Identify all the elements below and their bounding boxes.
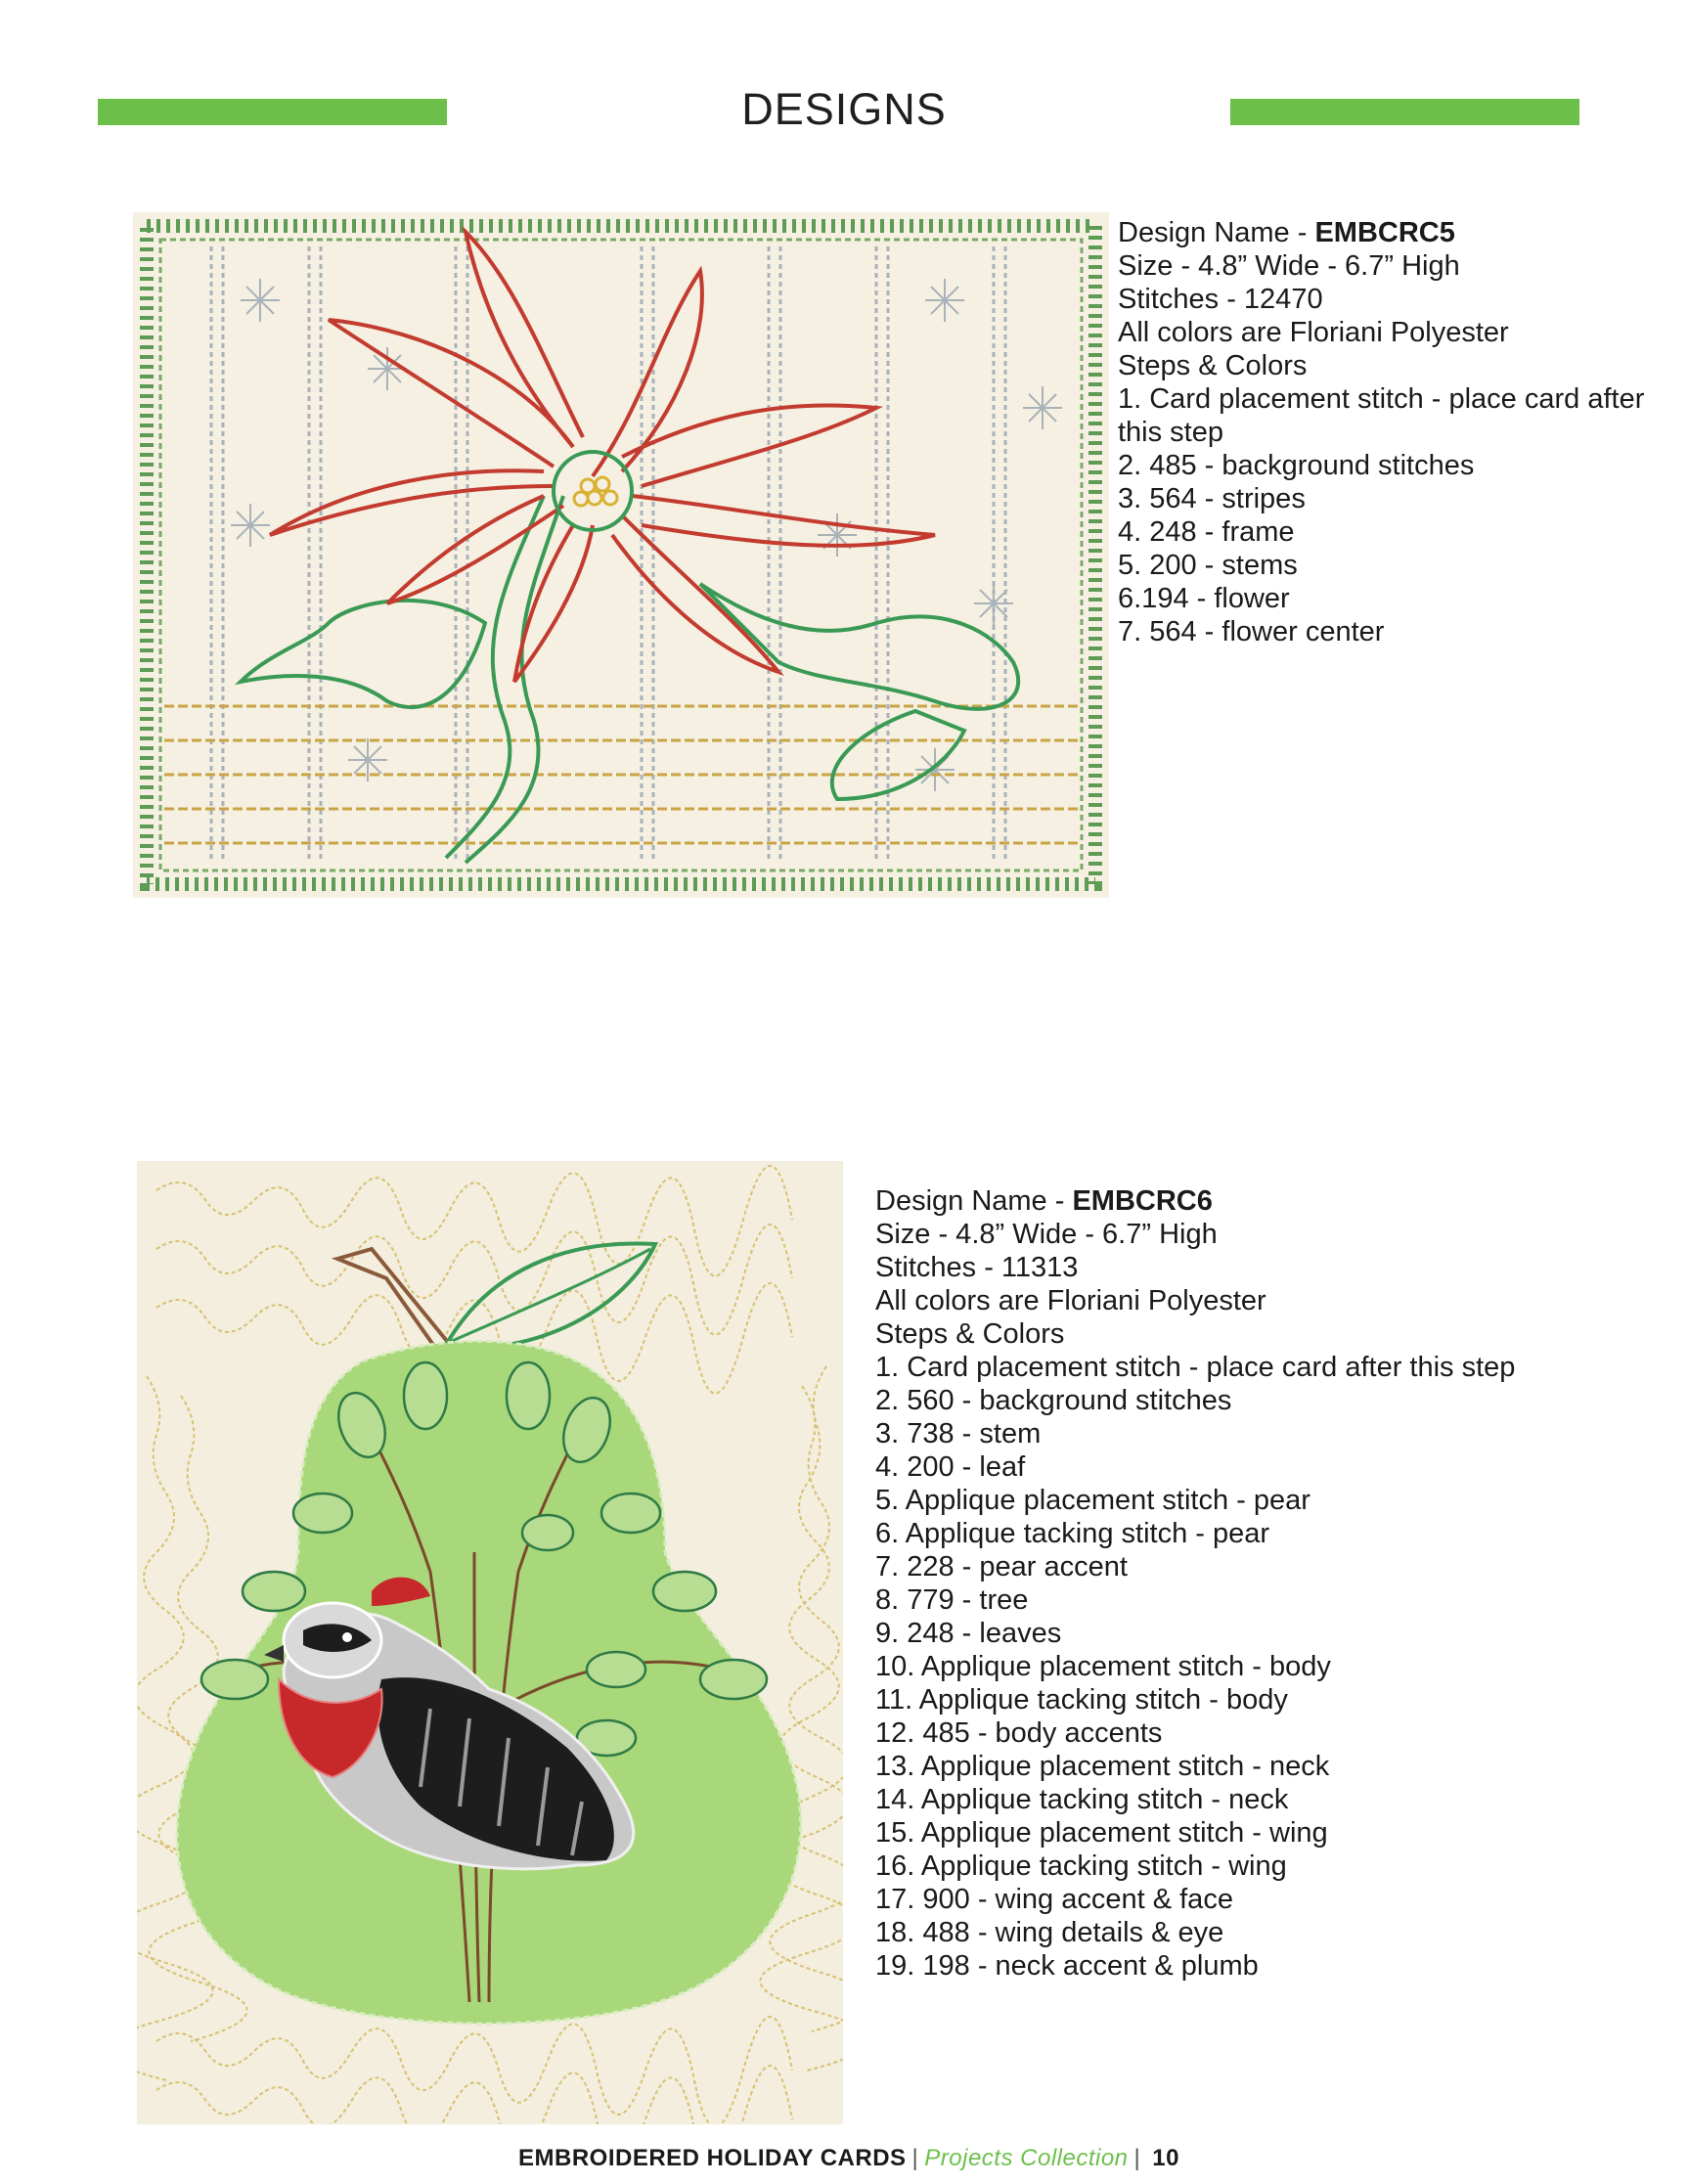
design-code: EMBCRC5: [1314, 217, 1455, 248]
step-item: 1. Card placement stitch - place card after this step: [875, 1352, 1516, 1383]
design-colors-note: All colors are Floriani Polyester: [1118, 317, 1509, 348]
step-item: 4. 248 - frame: [1118, 516, 1295, 548]
step-item: 5. Applique placement stitch - pear: [875, 1485, 1310, 1516]
steps-title: Steps & Colors: [875, 1318, 1065, 1350]
design-colors-note: All colors are Floriani Polyester: [875, 1285, 1266, 1316]
step-item: 15. Applique placement stitch - wing: [875, 1817, 1328, 1849]
step-item: 11. Applique tacking stitch - body: [875, 1684, 1288, 1716]
step-item: 16. Applique tacking stitch - wing: [875, 1850, 1287, 1882]
design-stitches: Stitches - 11313: [875, 1252, 1079, 1283]
page-number: 10: [1152, 2145, 1179, 2171]
step-item: 17. 900 - wing accent & face: [875, 1884, 1233, 1915]
page-title: DESIGNS: [741, 84, 947, 134]
footer-page-separator: |: [1133, 2145, 1141, 2171]
header-accent-bar-right: [1230, 99, 1579, 125]
design-code: EMBCRC6: [1072, 1185, 1213, 1217]
design-photo-partridge-pear: [137, 1161, 843, 2124]
step-item: 7. 228 - pear accent: [875, 1551, 1128, 1582]
page-footer: [518, 2145, 1179, 2172]
step-item: 4. 200 - leaf: [875, 1451, 1026, 1483]
step-item: 2. 485 - background stitches: [1118, 450, 1475, 481]
design-size: Size - 4.8” Wide - 6.7” High: [1118, 250, 1460, 282]
step-item: 13. Applique placement stitch - neck: [875, 1751, 1330, 1782]
design-stitches: Stitches - 12470: [1118, 284, 1323, 315]
step-item: 1. Card placement stitch - place card after this step: [1118, 383, 1645, 448]
step-item: 3. 738 - stem: [875, 1418, 1042, 1449]
step-item: 6.194 - flower: [1118, 583, 1290, 614]
step-item: 6. Applique tacking stitch - pear: [875, 1518, 1270, 1549]
step-item: 8. 779 - tree: [875, 1584, 1029, 1616]
design-photo-poinsettia: [133, 212, 1109, 898]
step-item: 2. 560 - background stitches: [875, 1385, 1232, 1416]
design-name: Design Name - EMBCRC6: [875, 1185, 1213, 1217]
footer-separator: |: [911, 2145, 919, 2171]
design-2-specs: [875, 1184, 1658, 1983]
step-item: 10. Applique placement stitch - body: [875, 1651, 1331, 1682]
step-item: 5. 200 - stems: [1118, 550, 1298, 581]
step-item: 9. 248 - leaves: [875, 1618, 1062, 1649]
footer-collection: Projects Collection: [924, 2145, 1129, 2171]
steps-title: Steps & Colors: [1118, 350, 1308, 381]
step-item: 7. 564 - flower center: [1118, 616, 1385, 647]
step-item: 12. 485 - body accents: [875, 1717, 1163, 1749]
step-item: 14. Applique tacking stitch - neck: [875, 1784, 1289, 1815]
step-item: 19. 198 - neck accent & plumb: [875, 1950, 1259, 1982]
footer-title: EMBROIDERED HOLIDAY CARDS: [518, 2145, 907, 2171]
design-size: Size - 4.8” Wide - 6.7” High: [875, 1219, 1218, 1250]
design-1-specs: [1118, 216, 1666, 648]
step-item: 3. 564 - stripes: [1118, 483, 1306, 514]
design-name: Design Name - EMBCRC5: [1118, 217, 1455, 248]
step-item: 18. 488 - wing details & eye: [875, 1917, 1224, 1948]
